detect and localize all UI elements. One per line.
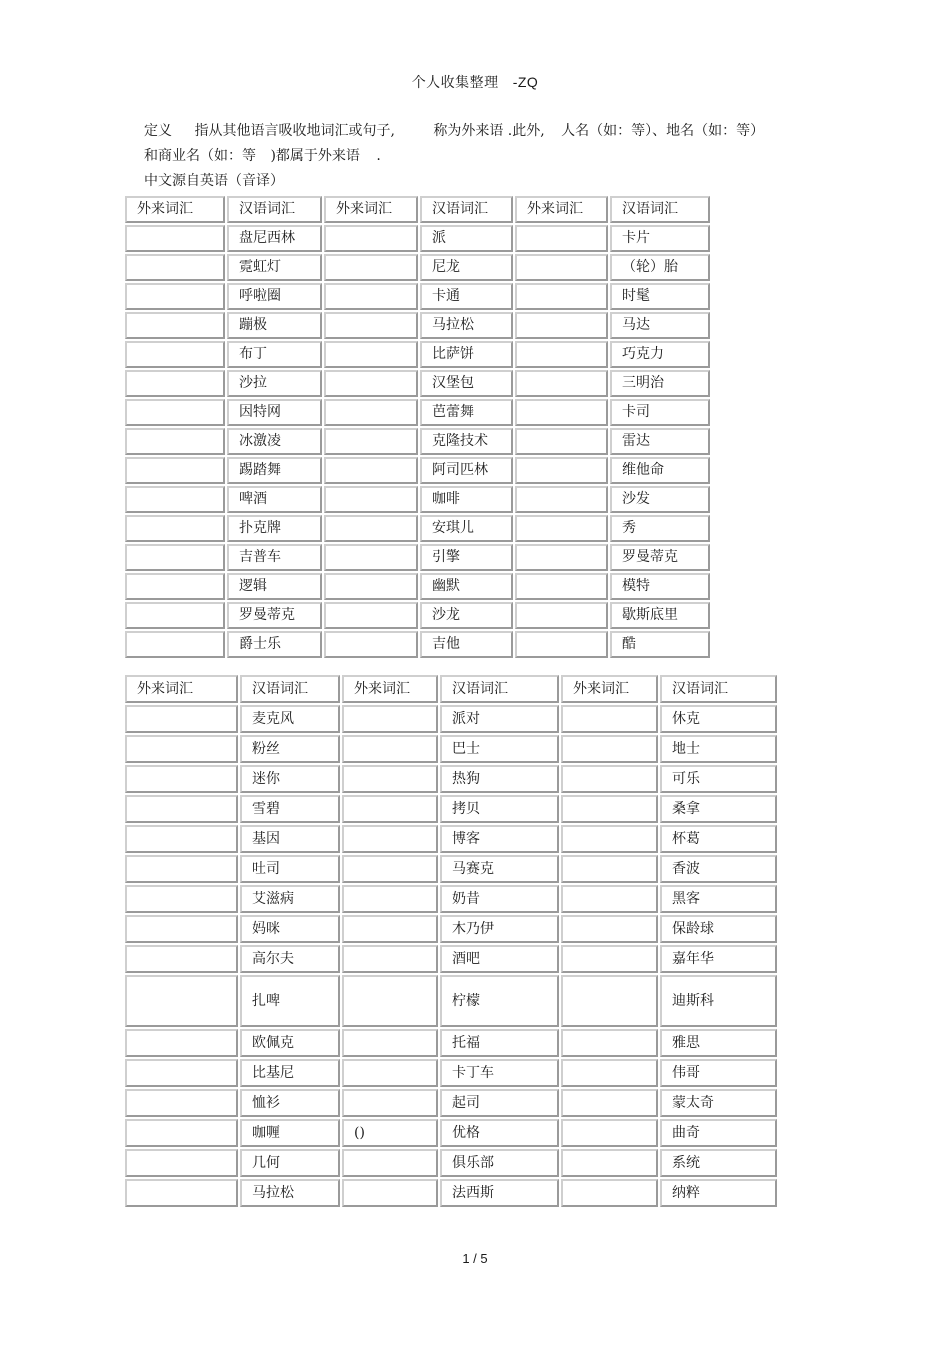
chinese-word-cell: 拷贝 — [440, 795, 559, 823]
foreign-word-cell — [324, 631, 418, 658]
chinese-word-cell: 尼龙 — [420, 254, 513, 281]
chinese-word-cell: 法西斯 — [440, 1179, 559, 1207]
chinese-word-cell: 保龄球 — [660, 915, 777, 943]
table-row — [125, 1119, 777, 1147]
foreign-word-cell — [342, 765, 438, 793]
chinese-word-cell: 卡司 — [610, 399, 710, 426]
chinese-word-cell: 欧佩克 — [240, 1029, 340, 1057]
foreign-word-cell — [125, 602, 225, 629]
foreign-word-cell — [324, 370, 418, 397]
chinese-word-cell: 雅思 — [660, 1029, 777, 1057]
table-row — [125, 1179, 777, 1207]
table-row — [125, 312, 710, 339]
chinese-word-cell: 纳粹 — [660, 1179, 777, 1207]
foreign-word-cell — [342, 975, 438, 1027]
foreign-word-cell — [515, 399, 608, 426]
foreign-word-cell — [324, 399, 418, 426]
chinese-word-cell: 芭蕾舞 — [420, 399, 513, 426]
table-row — [125, 705, 777, 733]
column-header: 外来词汇 — [125, 196, 225, 223]
foreign-word-cell — [515, 312, 608, 339]
foreign-word-cell — [342, 915, 438, 943]
chinese-word-cell: 三明治 — [610, 370, 710, 397]
chinese-word-cell: 马拉松 — [240, 1179, 340, 1207]
chinese-word-cell: 蹦极 — [227, 312, 322, 339]
foreign-word-cell — [125, 225, 225, 252]
foreign-word-cell — [561, 915, 658, 943]
foreign-word-cell — [324, 457, 418, 484]
foreign-word-cell — [125, 975, 238, 1027]
chinese-word-cell: 博客 — [440, 825, 559, 853]
foreign-word-cell — [125, 544, 225, 571]
chinese-word-cell: 马拉松 — [420, 312, 513, 339]
table-row — [125, 975, 777, 1027]
chinese-word-cell: 咖喱 — [240, 1119, 340, 1147]
foreign-word-cell — [342, 945, 438, 973]
chinese-word-cell: 扎啤 — [240, 975, 340, 1027]
foreign-word-cell — [342, 855, 438, 883]
column-header: 外来词汇 — [342, 675, 438, 703]
column-header: 汉语词汇 — [440, 675, 559, 703]
chinese-word-cell: 布丁 — [227, 341, 322, 368]
foreign-word-cell — [342, 1029, 438, 1057]
chinese-word-cell: 热狗 — [440, 765, 559, 793]
intro-called: 称为外来语 .此外, — [433, 123, 545, 139]
chinese-word-cell: 酒吧 — [440, 945, 559, 973]
header-title: 个人收集整理 — [411, 75, 499, 91]
foreign-word-cell — [561, 765, 658, 793]
table-row — [125, 602, 710, 629]
foreign-word-cell — [125, 735, 238, 763]
chinese-word-cell: 地士 — [660, 735, 777, 763]
table-row — [125, 1089, 777, 1117]
column-header: 汉语词汇 — [420, 196, 513, 223]
chinese-word-cell: 巧克力 — [610, 341, 710, 368]
table-row — [125, 825, 777, 853]
intro-definition: 指从其他语言吸收地词汇或句子, — [194, 123, 395, 139]
foreign-word-cell — [125, 1149, 238, 1177]
chinese-word-cell: 比萨饼 — [420, 341, 513, 368]
column-header: 外来词汇 — [125, 675, 238, 703]
chinese-word-cell: 麦克风 — [240, 705, 340, 733]
chinese-word-cell: 安琪儿 — [420, 515, 513, 542]
chinese-word-cell: 几何 — [240, 1149, 340, 1177]
chinese-word-cell: 桑拿 — [660, 795, 777, 823]
foreign-word-cell — [125, 312, 225, 339]
chinese-word-cell: 可乐 — [660, 765, 777, 793]
foreign-word-cell — [561, 825, 658, 853]
column-header: 外来词汇 — [515, 196, 608, 223]
chinese-word-cell: 吐司 — [240, 855, 340, 883]
chinese-word-cell: 逻辑 — [227, 573, 322, 600]
foreign-word-cell — [342, 1179, 438, 1207]
chinese-word-cell: 艾滋病 — [240, 885, 340, 913]
table-row — [125, 254, 710, 281]
chinese-word-cell: 罗曼蒂克 — [610, 544, 710, 571]
chinese-word-cell: 维他命 — [610, 457, 710, 484]
foreign-word-cell — [342, 1059, 438, 1087]
chinese-word-cell: 木乃伊 — [440, 915, 559, 943]
table-row — [125, 795, 777, 823]
chinese-word-cell: 比基尼 — [240, 1059, 340, 1087]
intro-line-1 — [144, 120, 764, 140]
foreign-word-cell — [324, 573, 418, 600]
foreign-word-cell — [515, 573, 608, 600]
table-row — [125, 1149, 777, 1177]
intro-belong: )都属于外来语 — [270, 148, 360, 164]
chinese-word-cell: 雪碧 — [240, 795, 340, 823]
foreign-word-cell: () — [342, 1119, 438, 1147]
table-row — [125, 283, 710, 310]
foreign-word-cell — [125, 573, 225, 600]
foreign-word-cell — [125, 370, 225, 397]
chinese-word-cell: 奶昔 — [440, 885, 559, 913]
foreign-word-cell — [561, 855, 658, 883]
loanword-table-2 — [123, 673, 779, 1209]
chinese-word-cell: 雷达 — [610, 428, 710, 455]
chinese-word-cell: 伟哥 — [660, 1059, 777, 1087]
foreign-word-cell — [342, 885, 438, 913]
foreign-word-cell — [561, 1029, 658, 1057]
chinese-word-cell: 引擎 — [420, 544, 513, 571]
table-row — [125, 457, 710, 484]
table-header-row — [125, 675, 777, 703]
table-row — [125, 399, 710, 426]
foreign-word-cell — [125, 945, 238, 973]
foreign-word-cell — [561, 795, 658, 823]
foreign-word-cell — [125, 341, 225, 368]
chinese-word-cell: 基因 — [240, 825, 340, 853]
foreign-word-cell — [125, 515, 225, 542]
intro-period: . — [376, 148, 381, 164]
chinese-word-cell: 冰激凌 — [227, 428, 322, 455]
column-header: 汉语词汇 — [240, 675, 340, 703]
foreign-word-cell — [515, 486, 608, 513]
foreign-word-cell — [125, 885, 238, 913]
chinese-word-cell: 妈咪 — [240, 915, 340, 943]
foreign-word-cell — [125, 283, 225, 310]
chinese-word-cell: 汉堡包 — [420, 370, 513, 397]
foreign-word-cell — [125, 631, 225, 658]
foreign-word-cell — [125, 1029, 238, 1057]
column-header: 外来词汇 — [561, 675, 658, 703]
foreign-word-cell — [324, 341, 418, 368]
foreign-word-cell — [125, 825, 238, 853]
chinese-word-cell: 扑克牌 — [227, 515, 322, 542]
foreign-word-cell — [515, 544, 608, 571]
intro-commercial: 和商业名（如：等 — [144, 148, 256, 164]
chinese-word-cell: 嘉年华 — [660, 945, 777, 973]
table-row — [125, 735, 777, 763]
loanword-table-1 — [123, 194, 712, 660]
foreign-word-cell — [515, 515, 608, 542]
chinese-word-cell: 蒙太奇 — [660, 1089, 777, 1117]
chinese-word-cell: 沙拉 — [227, 370, 322, 397]
foreign-word-cell — [125, 457, 225, 484]
foreign-word-cell — [342, 795, 438, 823]
page-header — [0, 72, 950, 92]
foreign-word-cell — [515, 225, 608, 252]
chinese-word-cell: 卡丁车 — [440, 1059, 559, 1087]
chinese-word-cell: 巴士 — [440, 735, 559, 763]
foreign-word-cell — [125, 1179, 238, 1207]
chinese-word-cell: 幽默 — [420, 573, 513, 600]
table-row — [125, 1029, 777, 1057]
chinese-word-cell: 啤酒 — [227, 486, 322, 513]
foreign-word-cell — [515, 254, 608, 281]
chinese-word-cell: 优格 — [440, 1119, 559, 1147]
foreign-word-cell — [125, 795, 238, 823]
chinese-word-cell: 罗曼蒂克 — [227, 602, 322, 629]
table-row — [125, 225, 710, 252]
chinese-word-cell: （轮）胎 — [610, 254, 710, 281]
foreign-word-cell — [125, 428, 225, 455]
foreign-word-cell — [125, 1089, 238, 1117]
chinese-word-cell: 托福 — [440, 1029, 559, 1057]
foreign-word-cell — [342, 735, 438, 763]
chinese-word-cell: 吉普车 — [227, 544, 322, 571]
chinese-word-cell: 卡片 — [610, 225, 710, 252]
chinese-word-cell: 系统 — [660, 1149, 777, 1177]
foreign-word-cell — [324, 283, 418, 310]
chinese-word-cell: 时髦 — [610, 283, 710, 310]
chinese-word-cell: 柠檬 — [440, 975, 559, 1027]
chinese-word-cell: 盘尼西林 — [227, 225, 322, 252]
table-row — [125, 631, 710, 658]
column-header: 汉语词汇 — [610, 196, 710, 223]
table-row — [125, 765, 777, 793]
chinese-word-cell: 咖啡 — [420, 486, 513, 513]
chinese-word-cell: 起司 — [440, 1089, 559, 1117]
chinese-word-cell: 爵士乐 — [227, 631, 322, 658]
foreign-word-cell — [125, 765, 238, 793]
foreign-word-cell — [324, 544, 418, 571]
chinese-word-cell: 派 — [420, 225, 513, 252]
foreign-word-cell — [561, 1089, 658, 1117]
chinese-word-cell: 歇斯底里 — [610, 602, 710, 629]
chinese-word-cell: 沙龙 — [420, 602, 513, 629]
table-row — [125, 428, 710, 455]
chinese-word-cell: 吉他 — [420, 631, 513, 658]
foreign-word-cell — [561, 1059, 658, 1087]
foreign-word-cell — [561, 975, 658, 1027]
table-row — [125, 573, 710, 600]
header-suffix: -ZQ — [512, 74, 539, 90]
table-header-row — [125, 196, 710, 223]
chinese-word-cell: 迷你 — [240, 765, 340, 793]
foreign-word-cell — [324, 312, 418, 339]
chinese-word-cell: 派对 — [440, 705, 559, 733]
column-header: 汉语词汇 — [227, 196, 322, 223]
intro-term: 定义 — [144, 123, 172, 139]
foreign-word-cell — [561, 1149, 658, 1177]
foreign-word-cell — [561, 735, 658, 763]
foreign-word-cell — [515, 283, 608, 310]
foreign-word-cell — [515, 341, 608, 368]
chinese-word-cell: 踢踏舞 — [227, 457, 322, 484]
foreign-word-cell — [342, 825, 438, 853]
chinese-word-cell: 酷 — [610, 631, 710, 658]
chinese-word-cell: 霓虹灯 — [227, 254, 322, 281]
chinese-word-cell: 卡通 — [420, 283, 513, 310]
foreign-word-cell — [125, 855, 238, 883]
foreign-word-cell — [515, 602, 608, 629]
foreign-word-cell — [342, 1149, 438, 1177]
chinese-word-cell: 杯葛 — [660, 825, 777, 853]
foreign-word-cell — [324, 602, 418, 629]
chinese-word-cell: 马达 — [610, 312, 710, 339]
intro-line-2 — [144, 145, 381, 165]
table-row — [125, 1059, 777, 1087]
chinese-word-cell: 克隆技术 — [420, 428, 513, 455]
intro-section-title: 中文源自英语（音译） — [144, 173, 284, 189]
foreign-word-cell — [324, 254, 418, 281]
chinese-word-cell: 阿司匹林 — [420, 457, 513, 484]
chinese-word-cell: 粉丝 — [240, 735, 340, 763]
chinese-word-cell: 模特 — [610, 573, 710, 600]
table-row — [125, 915, 777, 943]
chinese-word-cell: 休克 — [660, 705, 777, 733]
foreign-word-cell — [561, 885, 658, 913]
foreign-word-cell — [515, 457, 608, 484]
foreign-word-cell — [561, 1179, 658, 1207]
chinese-word-cell: 恤衫 — [240, 1089, 340, 1117]
table-row — [125, 544, 710, 571]
foreign-word-cell — [125, 1059, 238, 1087]
chinese-word-cell: 秀 — [610, 515, 710, 542]
foreign-word-cell — [324, 486, 418, 513]
table-row — [125, 945, 777, 973]
foreign-word-cell — [125, 486, 225, 513]
foreign-word-cell — [342, 1089, 438, 1117]
table-row — [125, 341, 710, 368]
foreign-word-cell — [125, 399, 225, 426]
page-number: 1 / 5 — [462, 1251, 488, 1266]
table-row — [125, 885, 777, 913]
chinese-word-cell: 香波 — [660, 855, 777, 883]
foreign-word-cell — [324, 515, 418, 542]
foreign-word-cell — [515, 428, 608, 455]
foreign-word-cell — [125, 254, 225, 281]
table-row — [125, 515, 710, 542]
chinese-word-cell: 迪斯科 — [660, 975, 777, 1027]
foreign-word-cell — [125, 1119, 238, 1147]
foreign-word-cell — [515, 370, 608, 397]
table-row — [125, 855, 777, 883]
foreign-word-cell — [515, 631, 608, 658]
chinese-word-cell: 黑客 — [660, 885, 777, 913]
foreign-word-cell — [561, 1119, 658, 1147]
foreign-word-cell — [324, 428, 418, 455]
foreign-word-cell — [561, 945, 658, 973]
chinese-word-cell: 俱乐部 — [440, 1149, 559, 1177]
intro-names: 人名（如：等）、地名（如：等） — [561, 123, 765, 139]
chinese-word-cell: 曲奇 — [660, 1119, 777, 1147]
foreign-word-cell — [125, 915, 238, 943]
table-row — [125, 486, 710, 513]
column-header: 外来词汇 — [324, 196, 418, 223]
foreign-word-cell — [342, 705, 438, 733]
chinese-word-cell: 马赛克 — [440, 855, 559, 883]
column-header: 汉语词汇 — [660, 675, 777, 703]
foreign-word-cell — [324, 225, 418, 252]
foreign-word-cell — [561, 705, 658, 733]
chinese-word-cell: 沙发 — [610, 486, 710, 513]
chinese-word-cell: 高尔夫 — [240, 945, 340, 973]
chinese-word-cell: 呼啦圈 — [227, 283, 322, 310]
chinese-word-cell: 因特网 — [227, 399, 322, 426]
foreign-word-cell — [125, 705, 238, 733]
table-row — [125, 370, 710, 397]
